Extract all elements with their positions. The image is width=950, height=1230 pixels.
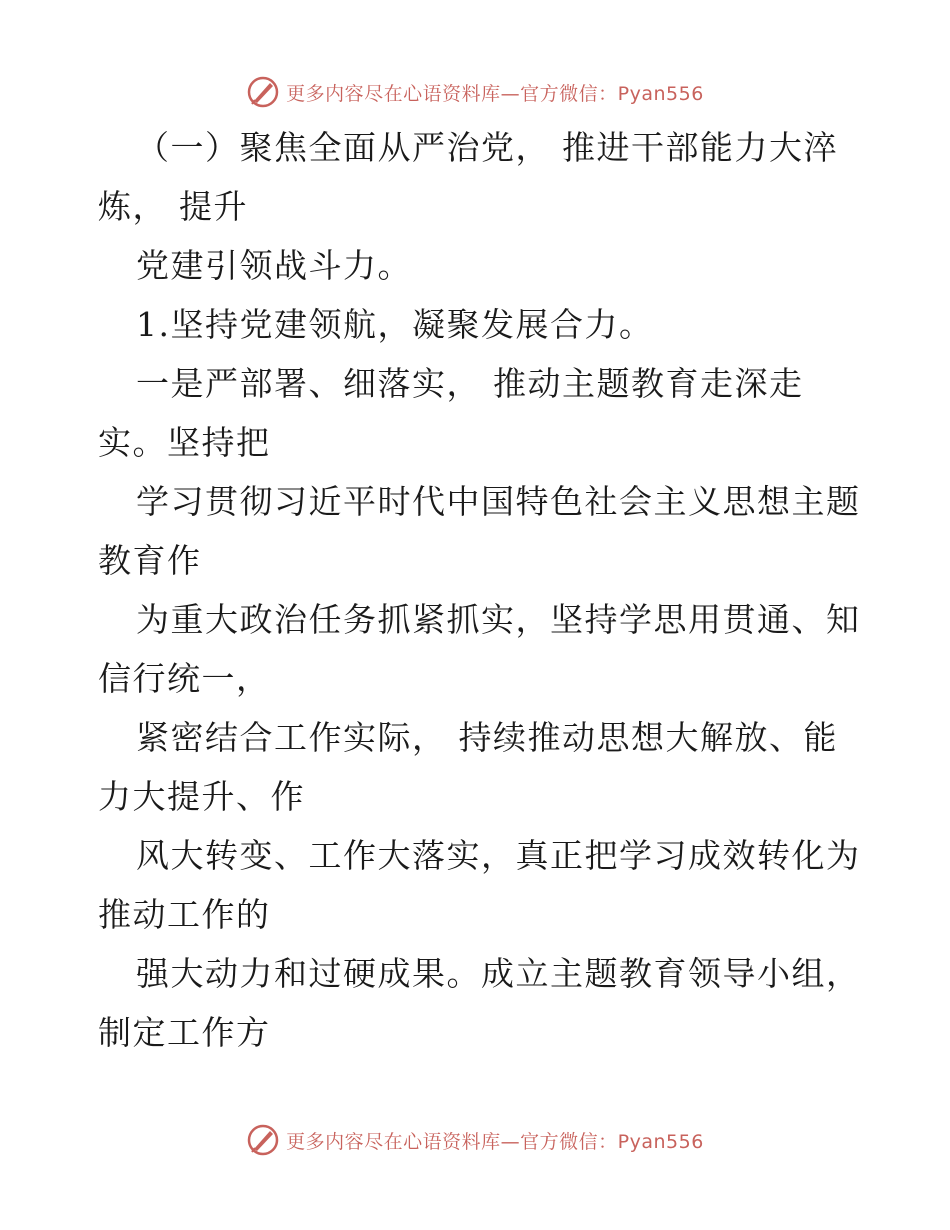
document-body <box>98 118 861 1062</box>
text-line-2: 炼， 提升 <box>98 187 248 226</box>
text-line-8: 教育作 <box>98 541 202 580</box>
text-line-7: 学习贯彻习近平时代中国特色社会主义思想主题 <box>136 482 861 521</box>
text-line-5: 一是严部署、细落实， 推动主题教育走深走 <box>136 364 804 403</box>
watermark-text: 更多内容尽在心语资料库—官方微信：Pyan556 <box>286 1130 704 1153</box>
text-line-12: 力大提升、作 <box>98 777 305 816</box>
footer-watermark <box>0 1120 950 1160</box>
text-line-6: 实。坚持把 <box>98 423 271 462</box>
text-line-9: 为重大政治任务抓紧抓实，坚持学思用贯通、知 <box>136 600 861 639</box>
text-line-14: 推动工作的 <box>98 895 271 934</box>
text-line-10: 信行统一， <box>98 659 271 698</box>
text-line-3: 党建引领战斗力。 <box>136 246 412 285</box>
text-line-1: （一）聚焦全面从严治党， 推进干部能力大淬 <box>136 128 838 167</box>
text-line-16: 制定工作方 <box>98 1013 271 1052</box>
header-watermark <box>0 72 950 112</box>
quill-pen-circle-icon <box>246 1123 280 1157</box>
text-line-11: 紧密结合工作实际， 持续推动思想大解放、能 <box>136 718 838 757</box>
text-line-4: 1.坚持党建领航，凝聚发展合力。 <box>136 305 654 344</box>
quill-pen-circle-icon <box>246 75 280 109</box>
watermark-text: 更多内容尽在心语资料库—官方微信：Pyan556 <box>286 82 704 105</box>
text-line-15: 强大动力和过硬成果。成立主题教育领导小组， <box>136 954 861 993</box>
text-line-13: 风大转变、工作大落实，真正把学习成效转化为 <box>136 836 861 875</box>
